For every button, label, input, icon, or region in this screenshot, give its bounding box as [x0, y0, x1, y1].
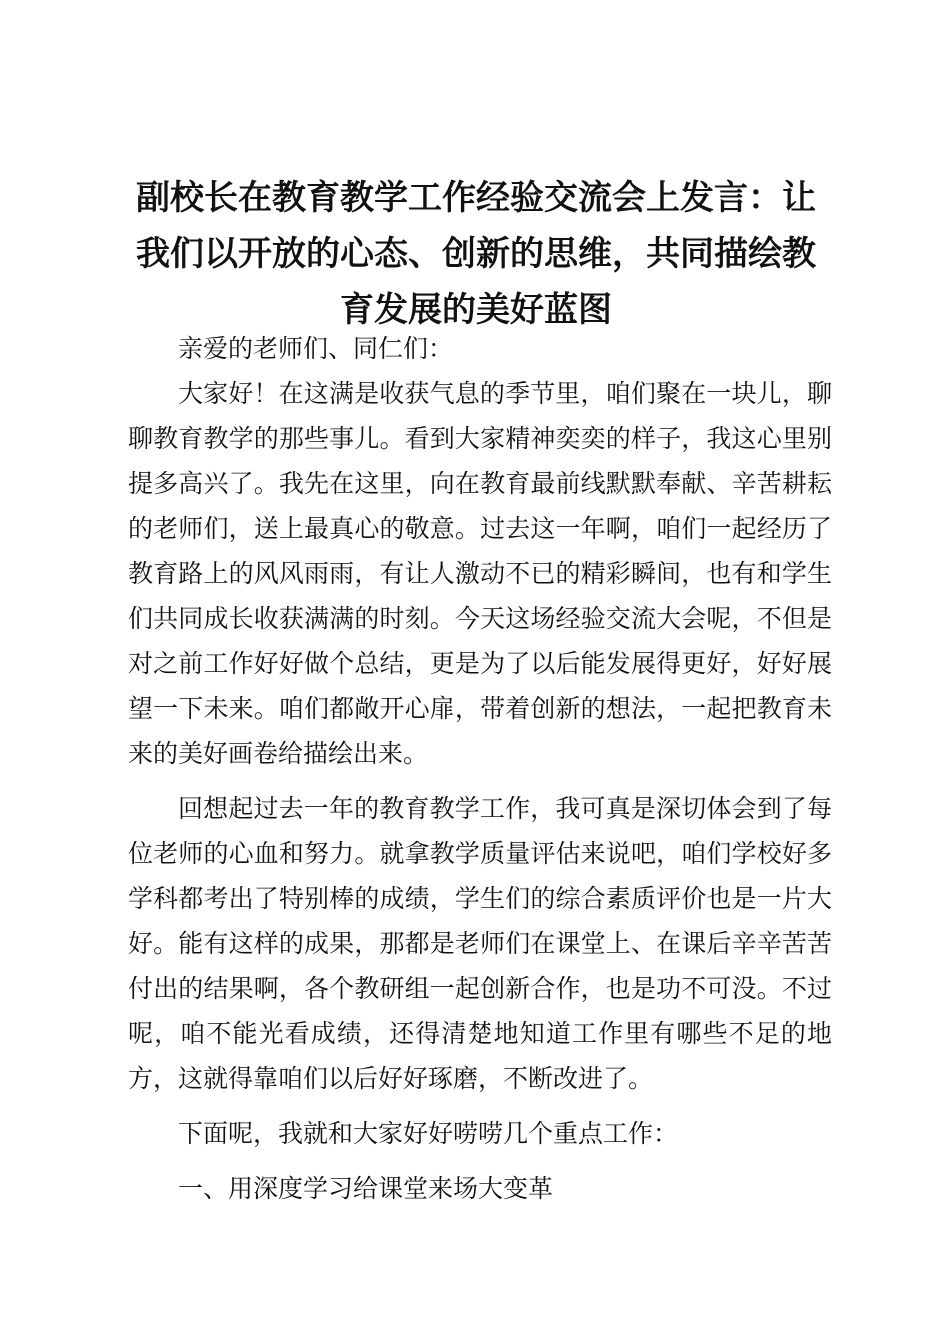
body-paragraph: 回想起过去一年的教育教学工作，我可真是深切体会到了每位老师的心血和努力。就拿教学质量评估来说吧，咱们学校好多学科都考出了特别棒的成绩，学生们的综合素质评价也是一片大好。能有这样的成果，那都是老师们在课堂上、在课后辛辛苦苦付出的结果啊，各个教研组一起创新合作，也是功不可没。不过呢，咱不能光看成绩，还得清楚地知道工作里有哪些不足的地方，这就得靠咱们以后好好琢磨，不断改进了。	[128, 794, 832, 1093]
body-paragraph: 下面呢，我就和大家好好唠唠几个重点工作：	[178, 1119, 679, 1148]
document-title: 副校长在教育教学工作经验交流会上发言：让我们以开放的心态、创新的思维，共同描绘教育发展的美好蓝图	[136, 178, 816, 330]
document-body	[128, 326, 832, 1211]
body-paragraph: 大家好！在这满是收获气息的季节里，咱们聚在一块儿，聊聊教育教学的那些事儿。看到大家精神奕奕的样子，我这心里别提多高兴了。我先在这里，向在教育最前线默默奉献、辛苦耕耘的老师们，送上最真心的敬意。过去这一年啊，咱们一起经历了教育路上的风风雨雨，有让人激动不已的精彩瞬间，也有和学生们共同成长收获满满的时刻。今天这场经验交流大会呢，不但是对之前工作好好做个总结，更是为了以后能发展得更好，好好展望一下未来。咱们都敞开心扉，带着创新的想法，一起把教育未来的美好画卷给描绘出来。	[128, 379, 832, 768]
greeting-line: 亲爱的老师们、同仁们：	[178, 334, 454, 363]
section-heading: 一、用深度学习给课堂来场大变革	[178, 1174, 554, 1203]
